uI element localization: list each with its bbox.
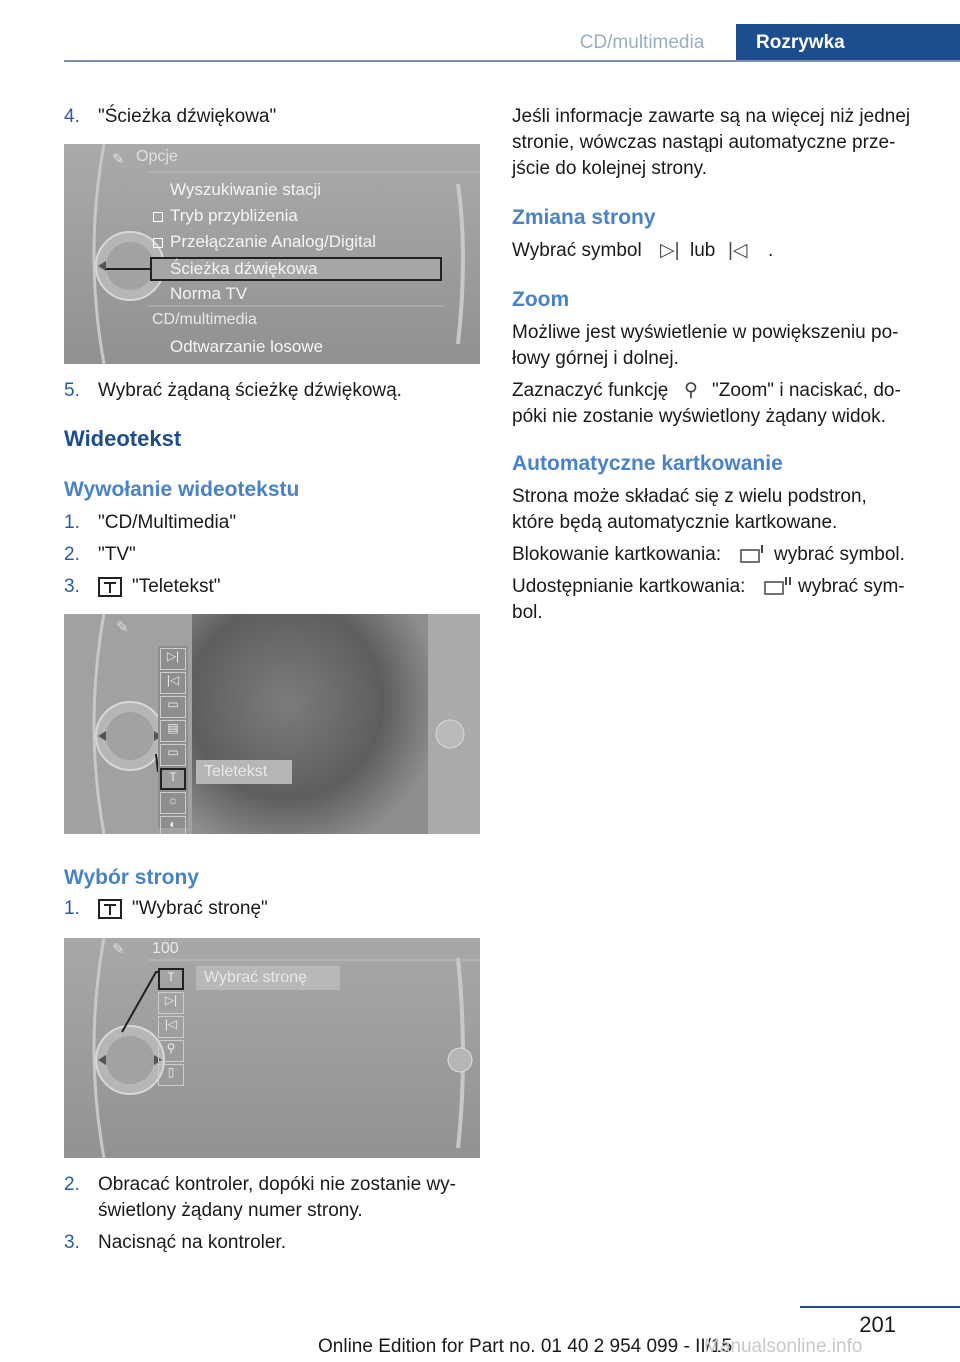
step-text: "Wybrać stronę"	[132, 898, 268, 919]
screenshot-select-page	[64, 938, 480, 1158]
screenshot-teletext	[64, 614, 480, 834]
paragraph-line: Możliwe jest wyświetlenie w powiększeniu po-	[512, 322, 899, 343]
zoom-icon[interactable]: ⚲	[158, 1040, 184, 1062]
screenshot-options-menu	[64, 144, 480, 364]
paragraph-line: stronie, wówczas nastąpi automatyczne prze-	[512, 132, 896, 153]
menu-item[interactable]: Wyszukiwanie stacji	[170, 180, 321, 199]
step-number: 2.	[64, 1174, 80, 1195]
page-turn-lock-icon	[740, 544, 766, 566]
step-text: Wybrać żądaną ścieżkę dźwiękową.	[98, 380, 402, 401]
page-turn-icon[interactable]: ▯	[158, 1064, 184, 1086]
teletext-icon[interactable]: T	[158, 968, 184, 990]
next-page-icon[interactable]: ▷|	[158, 992, 184, 1014]
checkbox-icon	[153, 238, 163, 248]
paragraph-line: "Zoom" i naciskać, do-	[712, 380, 901, 401]
paragraph-line: Strona może składać się z wielu podstron,	[512, 486, 867, 507]
page-number: 100	[152, 940, 179, 957]
menu-item[interactable]: Przełączanie Analog/Digital	[170, 232, 377, 251]
teletext-icon	[98, 899, 124, 921]
paragraph-word: lub	[690, 240, 716, 261]
watermark: Manualsonline.info	[704, 1336, 863, 1357]
subheading-page-select: Wybór strony	[64, 866, 199, 889]
header-chapter: Rozrywka	[736, 24, 960, 62]
subheading-zoom: Zoom	[512, 288, 570, 311]
paragraph-line: Blokowanie kartkowania:	[512, 544, 722, 565]
menu-title: Opcje	[136, 148, 178, 165]
paragraph-line: łowy górnej i dolnej.	[512, 348, 679, 369]
menu-item[interactable]: Odtwarzanie losowe	[170, 337, 324, 356]
next-page-icon[interactable]: ▷|	[160, 648, 186, 670]
display-icon[interactable]: ▤	[160, 720, 186, 742]
step-number: 4.	[64, 106, 80, 127]
controller-dial-graphic	[64, 614, 480, 834]
step-number: 1.	[64, 898, 80, 919]
paragraph-line: wybrać symbol.	[774, 544, 905, 565]
options-icon: ✎	[112, 151, 125, 168]
options-icon: ✎	[112, 941, 125, 958]
options-icon: ✎	[116, 619, 129, 636]
paragraph-line: póki nie zostanie wyświetlony żądany widok.	[512, 406, 886, 427]
previous-page-icon[interactable]: |◁	[158, 1016, 184, 1038]
menu-item[interactable]: Tryb przybliżenia	[170, 206, 298, 225]
toolbar	[158, 966, 184, 1090]
previous-page-icon[interactable]: |◁	[160, 672, 186, 694]
teletext-icon[interactable]: T	[160, 768, 186, 790]
select-page-tooltip: Wybrać stronę	[196, 966, 340, 990]
paragraph-line: Wybrać symbol	[512, 240, 642, 261]
toolbar	[158, 646, 188, 831]
footer-edition: Online Edition for Part no. 01 40 2 954 099 - II/15	[318, 1336, 733, 1357]
brightness-icon[interactable]: ☼	[160, 792, 186, 814]
controller-dial-graphic	[64, 144, 480, 364]
screen-icon[interactable]: ▭	[160, 744, 186, 766]
heading-videotext: Wideotekst	[64, 426, 182, 451]
subheading-call-videotext: Wywołanie wideotekstu	[64, 478, 300, 501]
paragraph-word: .	[768, 240, 774, 261]
paragraph-line: bol.	[512, 602, 543, 623]
zoom-icon: ⚲	[684, 380, 698, 401]
step-number: 2.	[64, 544, 80, 565]
paragraph-line: Zaznaczyć funkcję	[512, 380, 669, 401]
subheading-change-page: Zmiana strony	[512, 206, 656, 229]
header-rule	[64, 60, 960, 62]
step-text: Obracać kontroler, dopóki nie zostanie wy-	[98, 1174, 457, 1195]
step-number: 5.	[64, 380, 80, 401]
header-section: CD/multimedia	[579, 32, 705, 53]
subtitle-icon[interactable]: ▭	[160, 696, 186, 718]
teletext-icon	[98, 577, 124, 599]
step-text: "Teletekst"	[132, 576, 221, 597]
step-text: "TV"	[98, 544, 136, 565]
paragraph-line: wybrać sym-	[798, 576, 905, 597]
step-text: świetlony żądany numer strony.	[98, 1200, 363, 1221]
page-turn-unlock-icon	[764, 576, 792, 598]
paragraph-line: jście do kolejnej strony.	[512, 158, 708, 179]
next-page-icon: ▷|	[660, 240, 680, 261]
paragraph-line: Udostępnianie kartkowania:	[512, 576, 746, 597]
subheading-auto-page-turn: Automatyczne kartkowanie	[512, 452, 783, 475]
previous-page-icon: |◁	[728, 240, 748, 261]
pointer-line	[106, 268, 152, 270]
step-number: 3.	[64, 1232, 80, 1253]
paragraph-line: Jeśli informacje zawarte są na więcej niż jednej	[512, 106, 911, 127]
paragraph-line: które będą automatycznie kartkowane.	[512, 512, 838, 533]
step-text: "Ścieżka dźwiękowa"	[98, 106, 277, 127]
step-text: Nacisnąć na kontroler.	[98, 1232, 286, 1253]
menu-item[interactable]: Ścieżka dźwiękowa	[170, 259, 318, 278]
checkbox-icon	[153, 212, 163, 222]
step-text: "CD/Multimedia"	[98, 512, 237, 533]
step-number: 3.	[64, 576, 80, 597]
page-number: 201	[859, 1312, 896, 1337]
menu-item[interactable]: Norma TV	[170, 284, 248, 303]
step-number: 1.	[64, 512, 80, 533]
teletext-tooltip: Teletekst	[196, 760, 292, 784]
contrast-icon[interactable]: ◐	[160, 816, 186, 834]
footer-rule	[800, 1306, 960, 1308]
menu-section-label: CD/multimedia	[152, 311, 257, 328]
